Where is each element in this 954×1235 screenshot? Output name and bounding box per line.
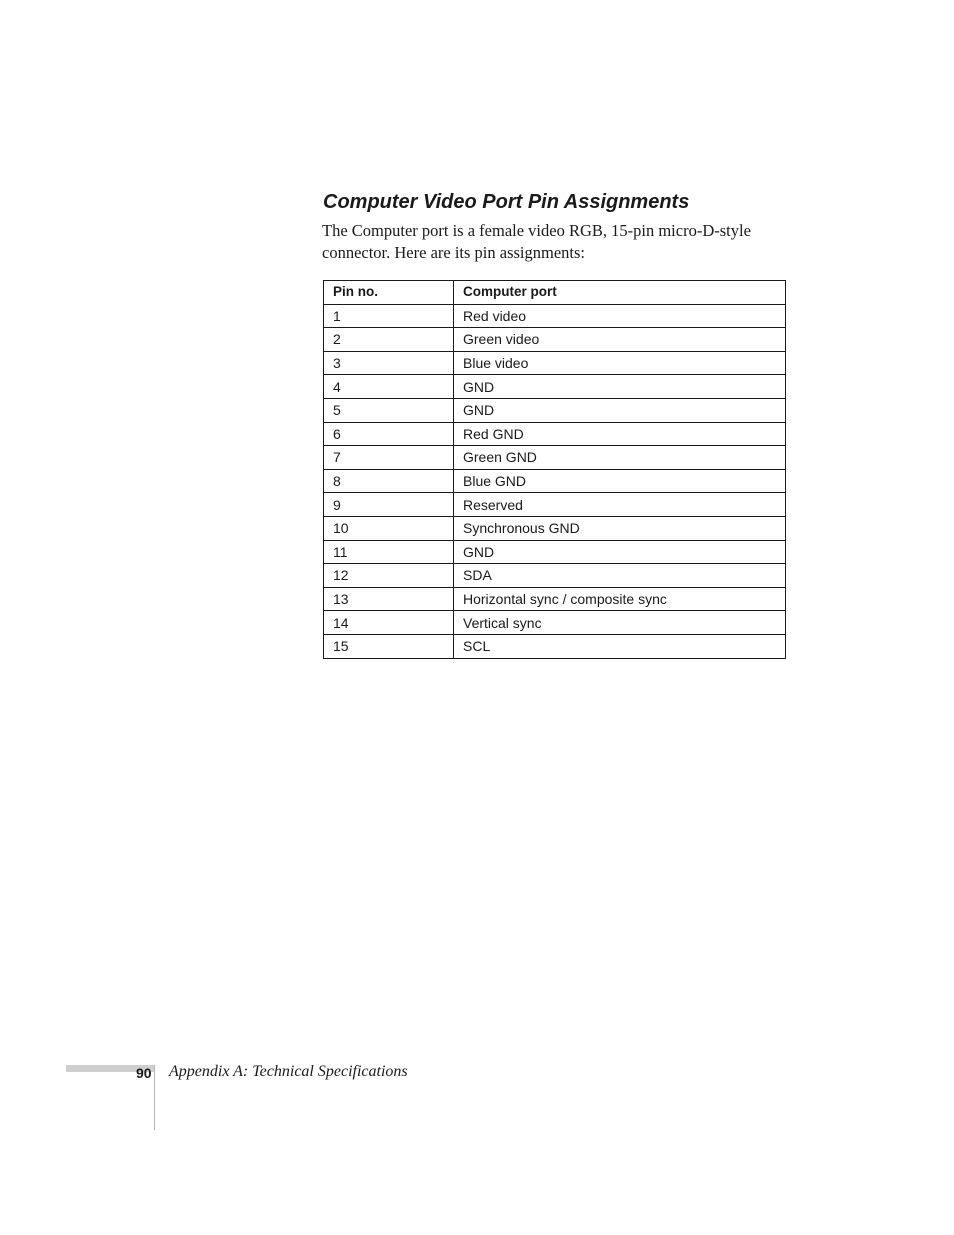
header-pin-no: Pin no. <box>324 281 454 305</box>
pin-signal-cell: Green video <box>454 328 786 352</box>
pin-number-cell: 6 <box>324 422 454 446</box>
table-row <box>324 422 786 446</box>
pin-number-cell: 11 <box>324 540 454 564</box>
table-row <box>324 587 786 611</box>
page-number: 90 <box>136 1065 152 1081</box>
table-row <box>324 516 786 540</box>
table-row <box>324 328 786 352</box>
table-row <box>324 634 786 658</box>
pin-number-cell: 5 <box>324 398 454 422</box>
pin-signal-cell: Horizontal sync / composite sync <box>454 587 786 611</box>
pin-signal-cell: Synchronous GND <box>454 516 786 540</box>
pin-number-cell: 15 <box>324 634 454 658</box>
intro-paragraph: The Computer port is a female video RGB, 15-pin micro-D-style connector. Here are its pin assignments: <box>322 221 751 262</box>
pin-signal-cell: Red video <box>454 304 786 328</box>
table-row <box>324 564 786 588</box>
pin-signal-cell: GND <box>454 398 786 422</box>
pin-number-cell: 8 <box>324 469 454 493</box>
pin-signal-cell: Blue video <box>454 351 786 375</box>
pin-number-cell: 14 <box>324 611 454 635</box>
pin-number-cell: 9 <box>324 493 454 517</box>
table-row <box>324 304 786 328</box>
running-footer-title: Appendix A: Technical Specifications <box>169 1063 408 1080</box>
table-row <box>324 375 786 399</box>
table-row <box>324 611 786 635</box>
pin-signal-cell: Vertical sync <box>454 611 786 635</box>
section-title: Computer Video Port Pin Assignments <box>323 191 690 213</box>
footer-vertical-rule <box>154 1065 155 1130</box>
table-row <box>324 398 786 422</box>
pin-number-cell: 1 <box>324 304 454 328</box>
pin-signal-cell: SCL <box>454 634 786 658</box>
table-row <box>324 469 786 493</box>
pin-signal-cell: GND <box>454 540 786 564</box>
header-computer-port: Computer port <box>454 281 786 305</box>
pin-assignment-table <box>323 280 786 659</box>
table-row <box>324 540 786 564</box>
pin-number-cell: 13 <box>324 587 454 611</box>
pin-number-cell: 4 <box>324 375 454 399</box>
pin-number-cell: 2 <box>324 328 454 352</box>
table-header-row <box>324 281 786 305</box>
pin-signal-cell: Red GND <box>454 422 786 446</box>
pin-number-cell: 10 <box>324 516 454 540</box>
pin-number-cell: 12 <box>324 564 454 588</box>
pin-signal-cell: Green GND <box>454 446 786 470</box>
table-row <box>324 351 786 375</box>
pin-signal-cell: SDA <box>454 564 786 588</box>
table-row <box>324 493 786 517</box>
pin-signal-cell: Blue GND <box>454 469 786 493</box>
table-row <box>324 446 786 470</box>
pin-number-cell: 3 <box>324 351 454 375</box>
pin-signal-cell: GND <box>454 375 786 399</box>
pin-signal-cell: Reserved <box>454 493 786 517</box>
pin-number-cell: 7 <box>324 446 454 470</box>
